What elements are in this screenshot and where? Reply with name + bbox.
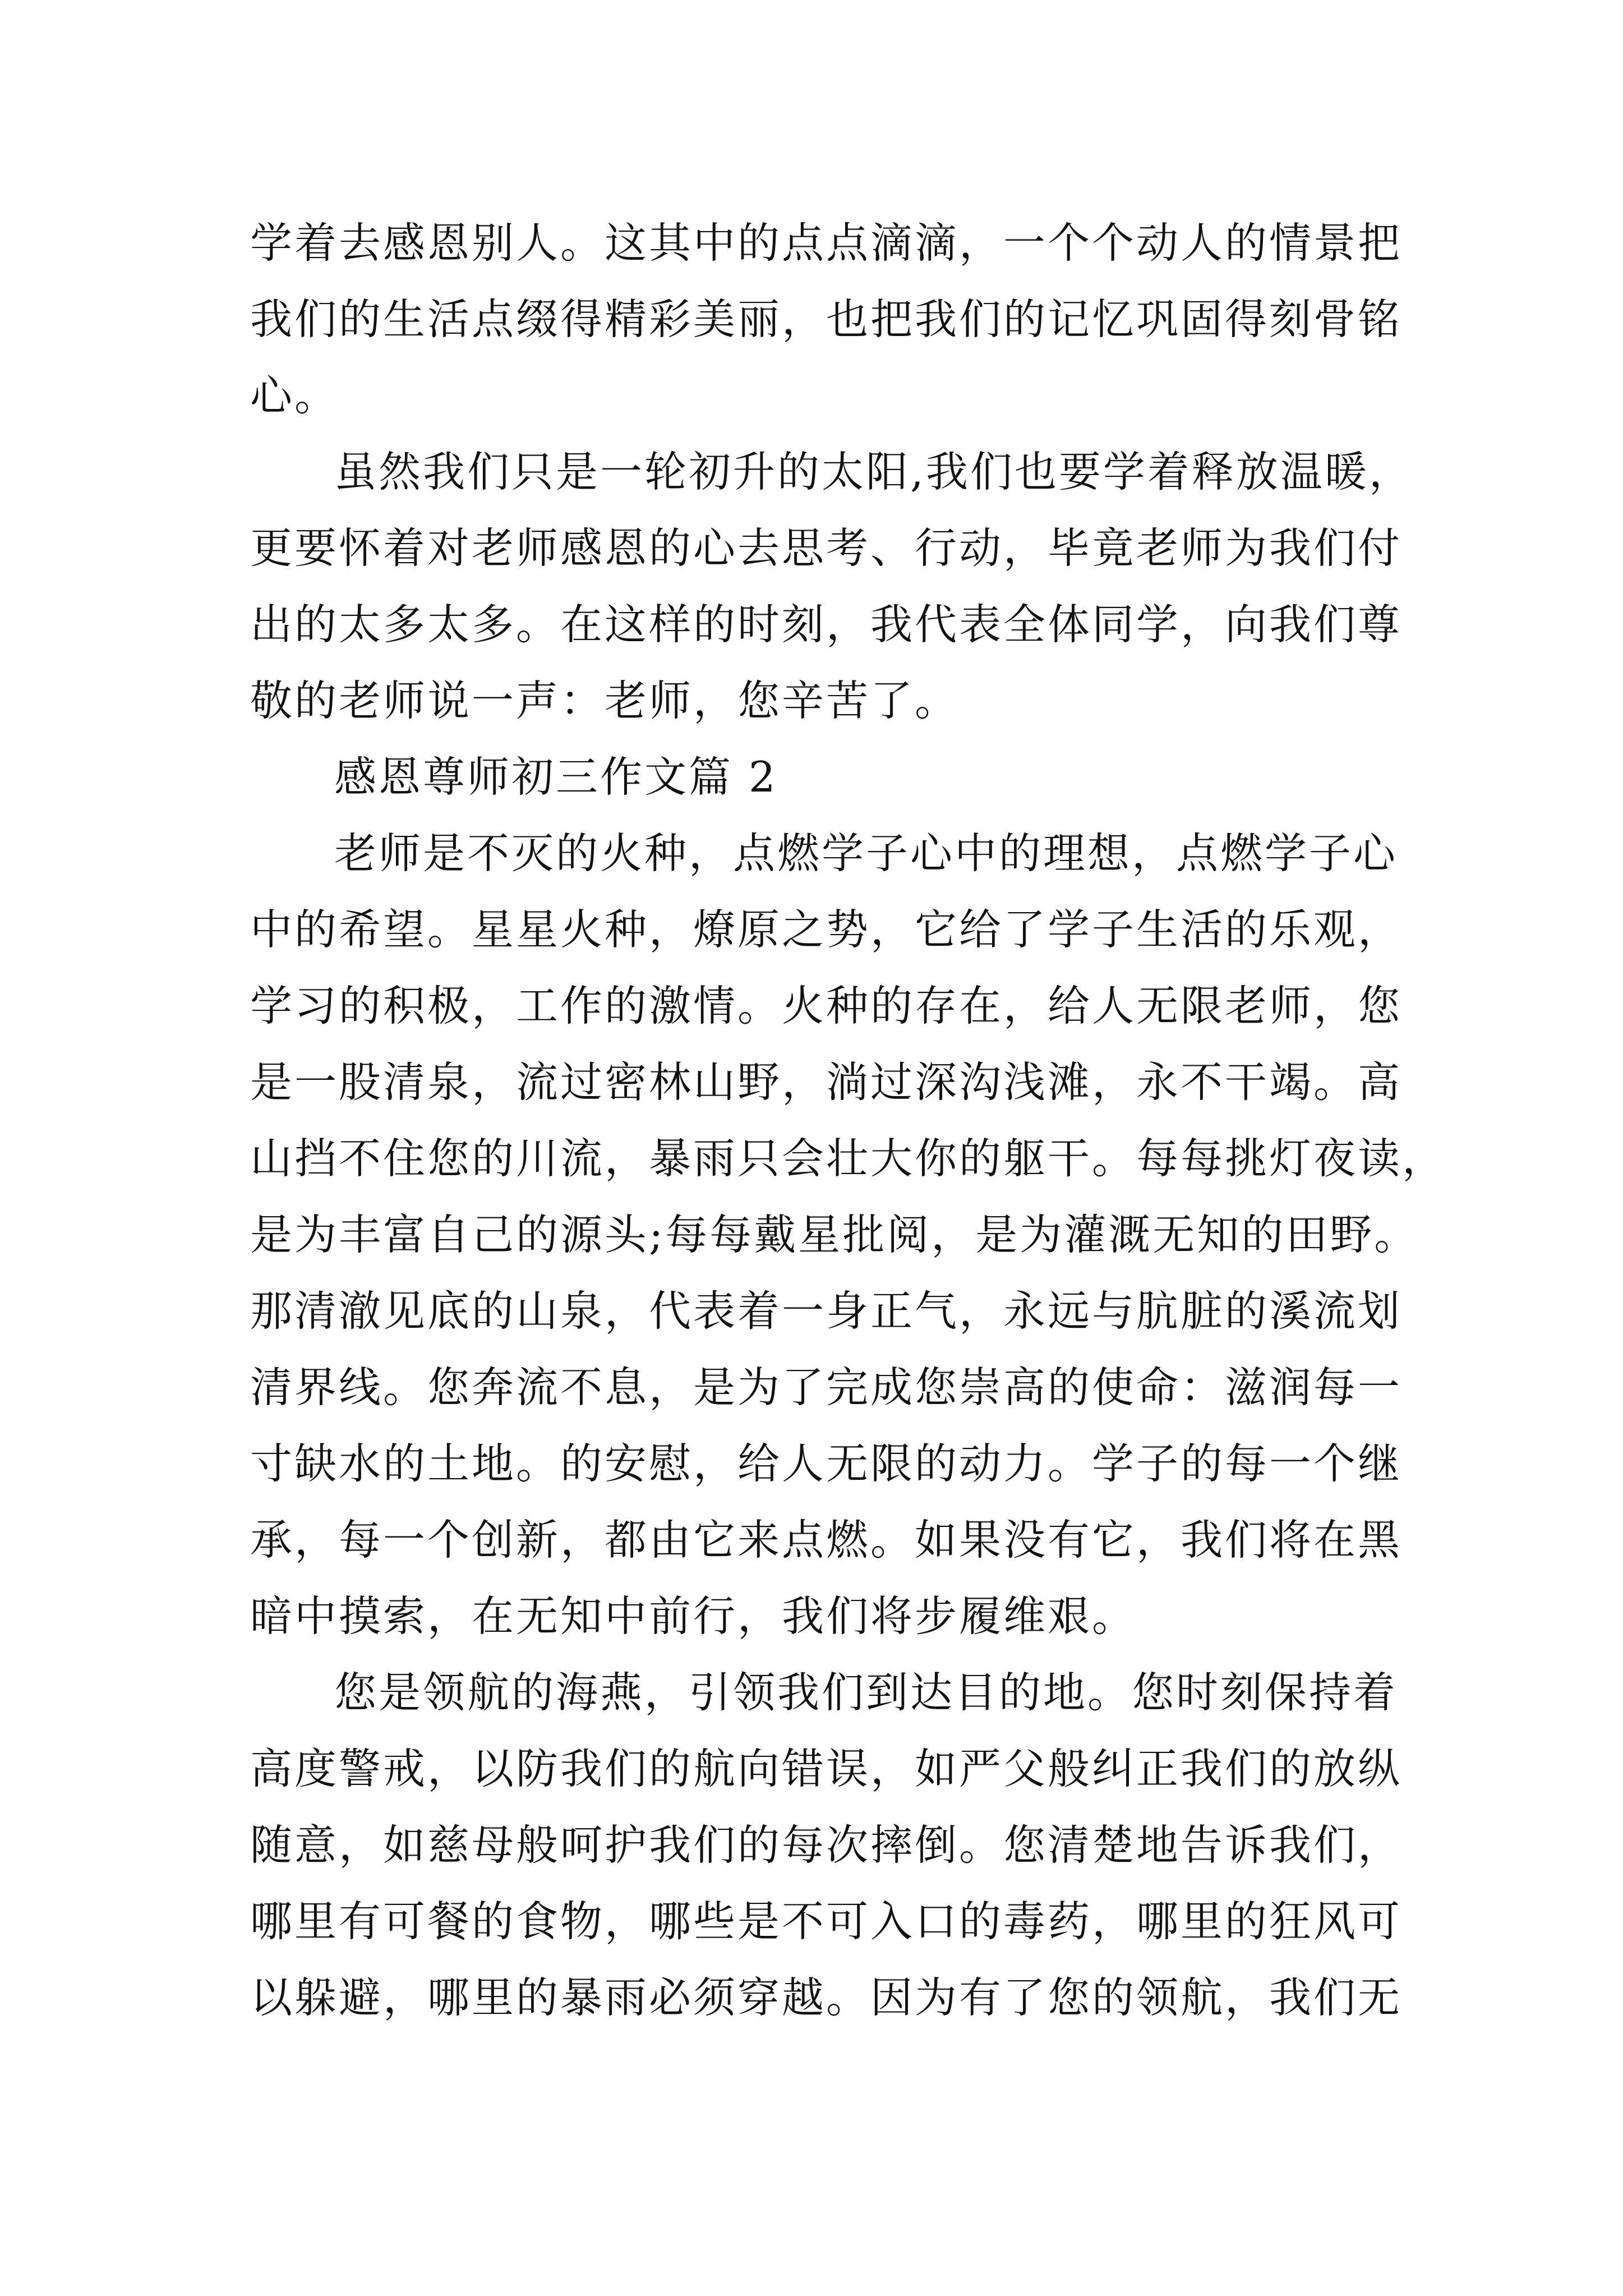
text-line: 以躲避，哪里的暴雨必须穿越。因为有了您的领航，我们无 [250,1973,1403,2022]
text-line: 哪里有可餐的食物，哪些是不可入口的毒药，哪里的狂风可 [250,1897,1403,1946]
text-line: 学着去感恩别人。这其中的点点滴滴，一个个动人的情景把 [250,218,1403,268]
section-heading: 感恩尊师初三作文篇 2 [334,752,778,802]
paragraph-start-line: 虽然我们只是一轮初升的太阳,我们也要学着释放温暖， [334,447,1413,496]
text-line: 出的太多太多。在这样的时刻，我代表全体同学，向我们尊 [250,600,1403,649]
text-line: 是为丰富自己的源头;每每戴星批阅，是为灌溉无知的田野。 [250,1210,1419,1259]
text-line: 清界线。您奔流不息，是为了完成您崇高的使命：滋润每一 [250,1363,1403,1412]
text-line: 暗中摸索，在无知中前行，我们将步履维艰。 [250,1591,1137,1641]
text-line: 承，每一个创新，都由它来点燃。如果没有它，我们将在黑 [250,1515,1403,1565]
paragraph-start-line: 老师是不灭的火种，点燃学子心中的理想，点燃学子心 [334,829,1398,878]
text-line: 高度警戒，以防我们的航向错误，如严父般纠正我们的放纵 [250,1744,1403,1793]
text-line: 那清澈见底的山泉，代表着一身正气，永远与肮脏的溪流划 [250,1286,1403,1336]
text-line: 山挡不住您的川流，暴雨只会壮大你的躯干。每每挑灯夜读， [250,1134,1447,1183]
text-line: 寸缺水的土地。的安慰，给人无限的动力。学子的每一个继 [250,1439,1403,1488]
text-line: 学习的积极，工作的激情。火种的存在，给人无限老师，您 [250,981,1403,1030]
text-line: 是一股清泉，流过密林山野，淌过深沟浅滩，永不干竭。高 [250,1057,1403,1107]
text-line: 随意，如慈母般呵护我们的每次摔倒。您清楚地告诉我们， [250,1820,1403,1870]
paragraph-start-line: 您是领航的海燕，引领我们到达目的地。您时刻保持着 [334,1668,1398,1717]
text-line: 我们的生活点缀得精彩美丽，也把我们的记忆巩固得刻骨铭 [250,295,1403,344]
text-line: 心。 [250,371,339,420]
text-line: 中的希望。星星火种，燎原之势，它给了学子生活的乐观， [250,905,1403,954]
text-line: 更要怀着对老师感恩的心去思考、行动，毕竟老师为我们付 [250,523,1403,573]
body-text [250,205,1447,2036]
text-line: 敬的老师说一声：老师，您辛苦了。 [250,676,960,725]
